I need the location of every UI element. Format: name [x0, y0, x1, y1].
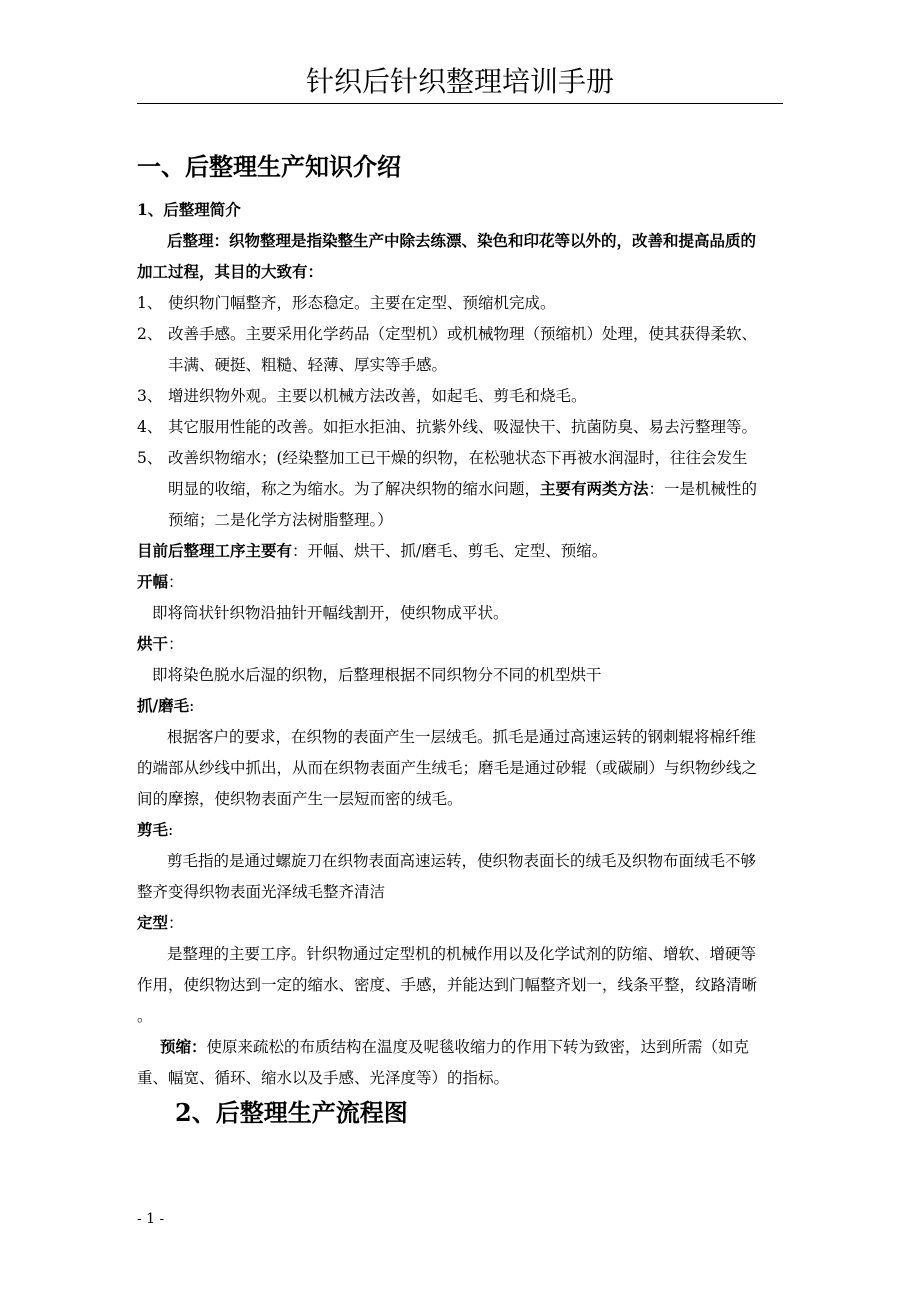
section-heading-1: 一、后整理生产知识介绍	[137, 152, 401, 181]
term-description: 的端部从纱线中抓出，从而在织物表面产生绒毛；磨毛是通过砂辊（或碳刷）与织物纱线之	[137, 759, 758, 777]
list-item-text: 丰满、硬挺、粗糙、轻薄、厚实等手感。	[168, 356, 448, 374]
term-colon: ：	[168, 573, 184, 591]
list-item-text: 改善手感。主要采用化学药品（定型机）或机械物理（预缩机）处理，使其获得柔软、	[168, 325, 758, 343]
term-label: 剪毛	[137, 820, 169, 839]
term-heading-jianmao	[137, 819, 173, 841]
term-description: 即将染色脱水后湿的织物，后整理根据不同织物分不同的机型烘干	[152, 666, 602, 684]
term-description: 剪毛指的是通过螺旋刀在织物表面高速运转，使织物表面长的绒毛及织物布面绒毛不够	[167, 852, 757, 870]
term-heading-dingxing	[137, 912, 184, 934]
term-description: 。	[137, 1007, 153, 1025]
term-label: 开幅	[137, 572, 169, 591]
list-item-text	[168, 478, 757, 500]
list-item-number: 2、	[137, 325, 163, 343]
term-colon: :	[168, 821, 174, 839]
list-item-text: 增进织物外观。主要以机械方法改善，如起毛、剪毛和烧毛。	[168, 387, 587, 405]
term-description: 重、幅宽、循环、缩水以及手感、光泽度等）的指标。	[137, 1069, 510, 1087]
process-summary-label: 目前后整理工序主要有	[137, 541, 293, 560]
term-description: 整齐变得织物表面光泽绒毛整齐清洁	[137, 883, 386, 901]
term-heading-honggan	[137, 633, 184, 655]
list-item-number: 1、	[137, 294, 163, 312]
list-item-text-part: 明显的收缩，称之为缩水。为了解决织物的缩水问题，	[168, 480, 541, 498]
list-item-number: 5、	[137, 449, 163, 467]
term-colon: ：	[168, 635, 184, 653]
term-label: 抓/磨毛	[137, 696, 190, 715]
list-item-number: 4、	[137, 418, 163, 436]
term-label: 烘干	[137, 634, 169, 653]
term-heading-kaifu	[137, 571, 184, 593]
process-summary-list: ：开幅、烘干、抓/磨毛、剪毛、定型、预缩。	[292, 542, 608, 560]
term-colon: ：	[168, 914, 184, 932]
page-number: - 1 -	[137, 1211, 165, 1227]
list-item-text-part: ：一是机械性的	[648, 480, 758, 498]
list-item-text: 使织物门幅整齐，形态稳定。主要在定型、预缩机完成。	[168, 294, 556, 312]
list-item-text: 改善织物缩水；(经染整加工已干燥的织物，在松驰状态下再被水润湿时，往往会发生	[168, 449, 748, 467]
subheading-intro: 1、后整理简介	[137, 200, 241, 219]
term-description: 间的摩擦，使织物表面产生一层短而密的绒毛。	[137, 790, 463, 808]
term-description: 即将筒状针织物沿抽针开幅线割开，使织物成平状。	[152, 604, 509, 622]
term-label: 定型	[137, 913, 169, 932]
process-summary	[137, 540, 607, 562]
intro-line-2: 加工过程，其目的大致有：	[137, 262, 324, 281]
term-colon: :	[189, 697, 195, 715]
header-divider	[137, 103, 783, 104]
emphasis-text: 主要有两类方法	[540, 479, 649, 498]
list-item-text: 其它服用性能的改善。如拒水拒油、抗紫外线、吸湿快干、抗菌防臭、易去污整理等。	[168, 418, 758, 436]
term-heading-zhuamo	[137, 695, 194, 717]
term-description: 作用，使织物达到一定的缩水、密度、手感，并能达到门幅整齐划一，线条平整，纹路清晰	[137, 976, 758, 994]
section-heading-2: 2、后整理生产流程图	[175, 1098, 408, 1127]
term-description: 根据客户的要求，在织物的表面产生一层绒毛。抓毛是通过高速运转的钢刺辊将棉纤维	[167, 728, 757, 746]
intro-line-1: 后整理：织物整理是指染整生产中除去练漂、染色和印花等以外的，改善和提高品质的	[167, 231, 757, 250]
term-label: 预缩：	[160, 1037, 207, 1056]
term-paragraph-yusuo	[160, 1036, 749, 1058]
list-item-number: 3、	[137, 387, 163, 405]
document-header-title: 针织后针织整理培训手册	[305, 65, 614, 98]
list-item-text: 预缩；二是化学方法树脂整理。）	[168, 511, 393, 529]
term-description: 使原来疏松的布质结构在温度及呢毯收缩力的作用下转为致密，达到所需（如克	[206, 1038, 750, 1056]
term-description: 是整理的主要工序。针织物通过定型机的机械作用以及化学试剂的防缩、增软、增硬等	[167, 945, 757, 963]
